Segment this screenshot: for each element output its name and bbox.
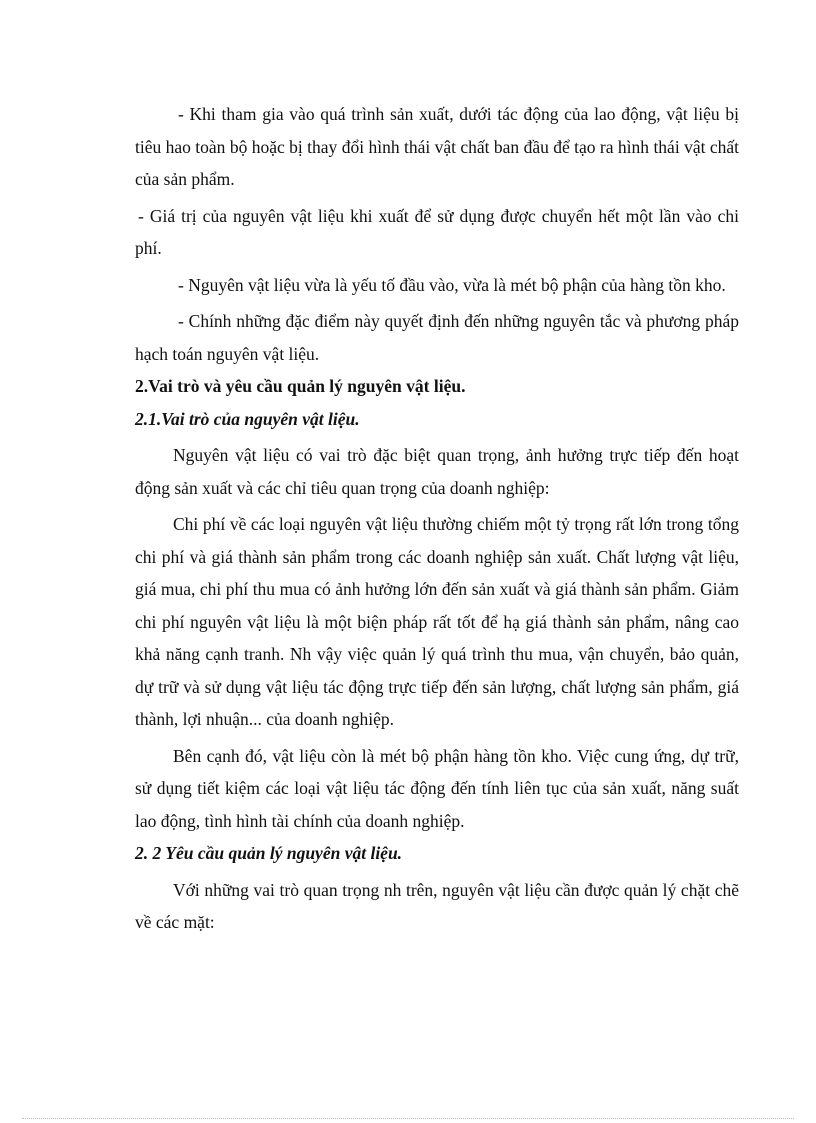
section-heading: 2.Vai trò và yêu cầu quản lý nguyên vật liệu. [135,376,466,396]
bullet-paragraph: - Nguyên vật liệu vừa là yếu tố đầu vào, vừa là mét bộ phận của hàng tồn kho. [178,274,726,295]
subsection-heading: 2.1.Vai trò của nguyên vật liệu. [135,408,360,429]
subsection-heading: 2. 2 Yêu cầu quản lý nguyên vật liệu. [135,843,403,863]
body-paragraph: Với những vai trò quan trọng nh trên, nguyên vật liệu cần được quản lý chặt chẽ về các mặt: [135,879,739,932]
bullet-paragraph: - Giá trị của nguyên vật liệu khi xuất để sử dụng được chuyển hết một lần vào chi phí. [135,205,739,258]
page-bottom-rule [22,1118,794,1119]
document-body [135,98,739,939]
body-paragraph: Nguyên vật liệu có vai trò đặc biệt quan trọng, ảnh hưởng trực tiếp đến hoạt động sản xuất và các chỉ tiêu quan trọng của doanh nghiệp: [135,445,739,498]
body-paragraph: Chi phí về các loại nguyên vật liệu thường chiếm một tỷ trọng rất lớn trong tổng chi phí và giá thành sản phẩm trong các doanh nghiệp sản xuất. Chất lượng vật liệu, giá mua, chi phí thu mua có ảnh hưởng lớn đến sản xuất và giá thành sản phẩm. Giảm chi phí nguyên vật liệu là một biện pháp rất tốt để hạ giá thành sản phẩm, nâng cao khả năng cạnh tranh. Nh vậy việc quản lý quá trình thu mua, vận chuyển, bảo quản, dự trữ và sử dụng vật liệu tác động trực tiếp đến sản lượng, chất lượng sản phẩm, giá thành, lợi nhuận... của doanh nghiệp. [135,514,739,729]
body-paragraph: Bên cạnh đó, vật liệu còn là mét bộ phận hàng tồn kho. Việc cung ứng, dự trữ, sử dụng tiết kiệm các loại vật liệu tác động đến tính liên tục của sản xuất, năng suất lao động, tình hình tài chính của doanh nghiệp. [135,745,739,831]
bullet-paragraph: - Chính những đặc điểm này quyết định đến những nguyên tắc và phương pháp hạch toán nguyên vật liệu. [135,311,739,364]
bullet-paragraph: - Khi tham gia vào quá trình sản xuất, dưới tác động của lao động, vật liệu bị tiêu hao toàn bộ hoặc bị thay đổi hình thái vật chất ban đầu để tạo ra hình thái vật chất của sản phẩm. [135,104,739,189]
